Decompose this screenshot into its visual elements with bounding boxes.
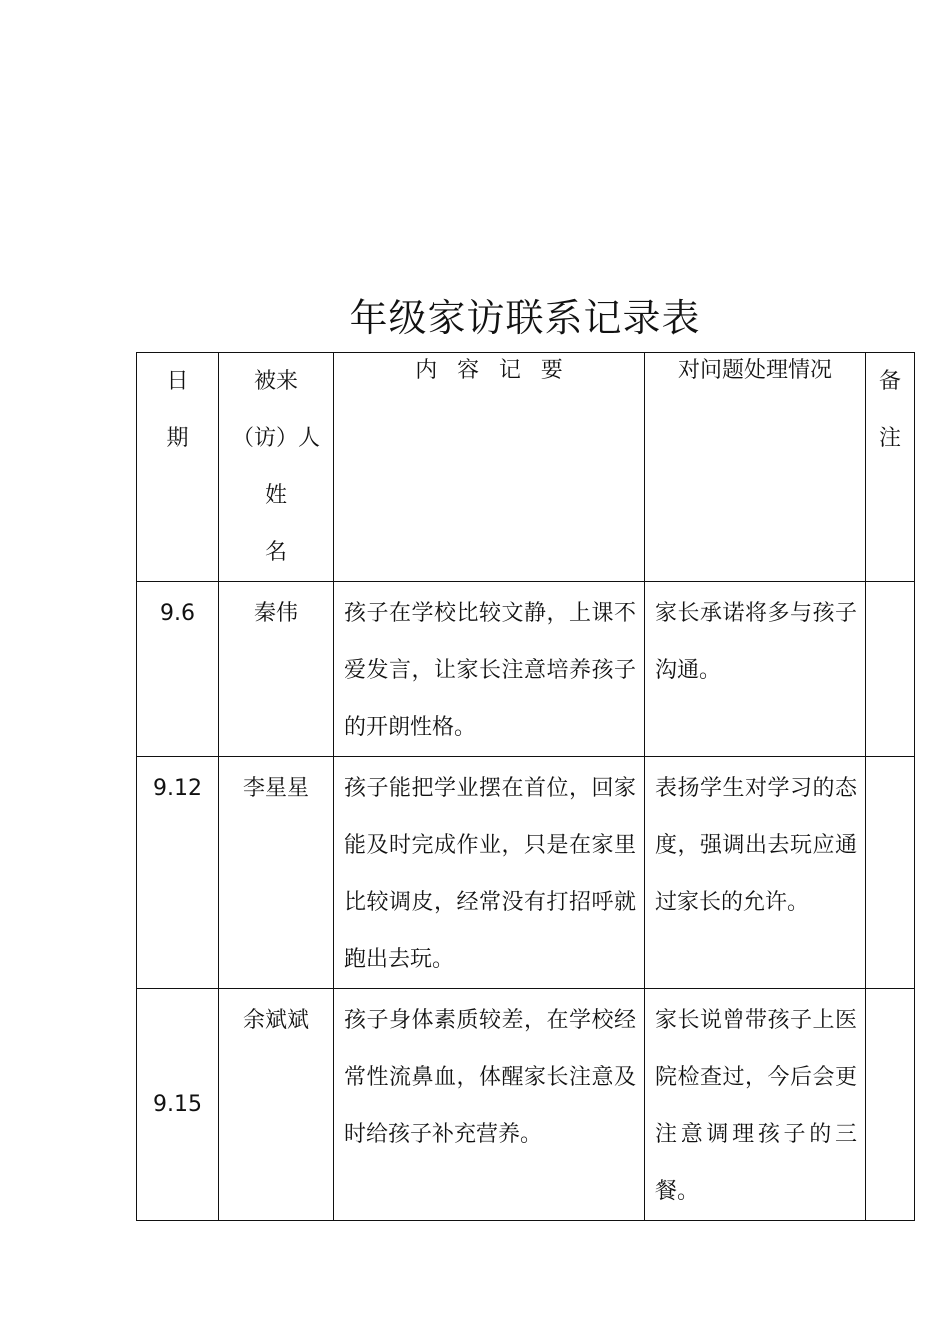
- header-remark-line-2: 注: [878, 426, 901, 451]
- header-visitor-line-1: 被来: [253, 369, 298, 394]
- cell-remark: [866, 757, 915, 989]
- visit-record-table: [136, 352, 915, 1221]
- header-remark: [866, 353, 915, 582]
- header-handling-label: 对问题处理情况: [677, 358, 832, 383]
- cell-remark: [866, 989, 915, 1221]
- cell-date: 9.15: [137, 989, 219, 1221]
- table-row: [137, 757, 915, 989]
- header-handling: [645, 353, 866, 582]
- table-row: [137, 989, 915, 1221]
- cell-handling: 家长承诺将多与孩子沟通。: [645, 582, 866, 757]
- header-date-line-2: 期: [166, 426, 189, 451]
- cell-date: 9.6: [137, 582, 219, 757]
- header-remark-line-1: 备: [878, 369, 901, 394]
- cell-handling: 表扬学生对学习的态度，强调出去玩应通过家长的允许。: [645, 757, 866, 989]
- header-content-label: 内容记要: [415, 358, 583, 383]
- header-visitor-line-4: 名: [264, 540, 287, 565]
- table-row: [137, 582, 915, 757]
- header-visitor: [219, 353, 334, 582]
- header-visitor-line-3: 姓: [264, 483, 287, 508]
- header-visitor-line-2: （访）人: [231, 426, 320, 451]
- cell-remark: [866, 582, 915, 757]
- cell-handling: 家长说曾带孩子上医院检查过，今后会更注意调理孩子的三餐。: [645, 989, 866, 1221]
- header-content: [334, 353, 645, 582]
- cell-date: 9.12: [137, 757, 219, 989]
- header-date-line-1: 日: [166, 369, 189, 394]
- cell-name: 余斌斌: [219, 989, 334, 1221]
- page-title: 年级家访联系记录表: [349, 296, 701, 340]
- cell-content: 孩子能把学业摆在首位，回家能及时完成作业，只是在家里比较调皮，经常没有打招呼就跑出去玩。: [334, 757, 645, 989]
- header-date: [137, 353, 219, 582]
- cell-name: 秦伟: [219, 582, 334, 757]
- cell-content: 孩子身体素质较差，在学校经常性流鼻血，体醒家长注意及时给孩子补充营养。: [334, 989, 645, 1221]
- cell-content: 孩子在学校比较文静，上课不爱发言，让家长注意培养孩子的开朗性格。: [334, 582, 645, 757]
- cell-name: 李星星: [219, 757, 334, 989]
- header-row: [137, 353, 915, 582]
